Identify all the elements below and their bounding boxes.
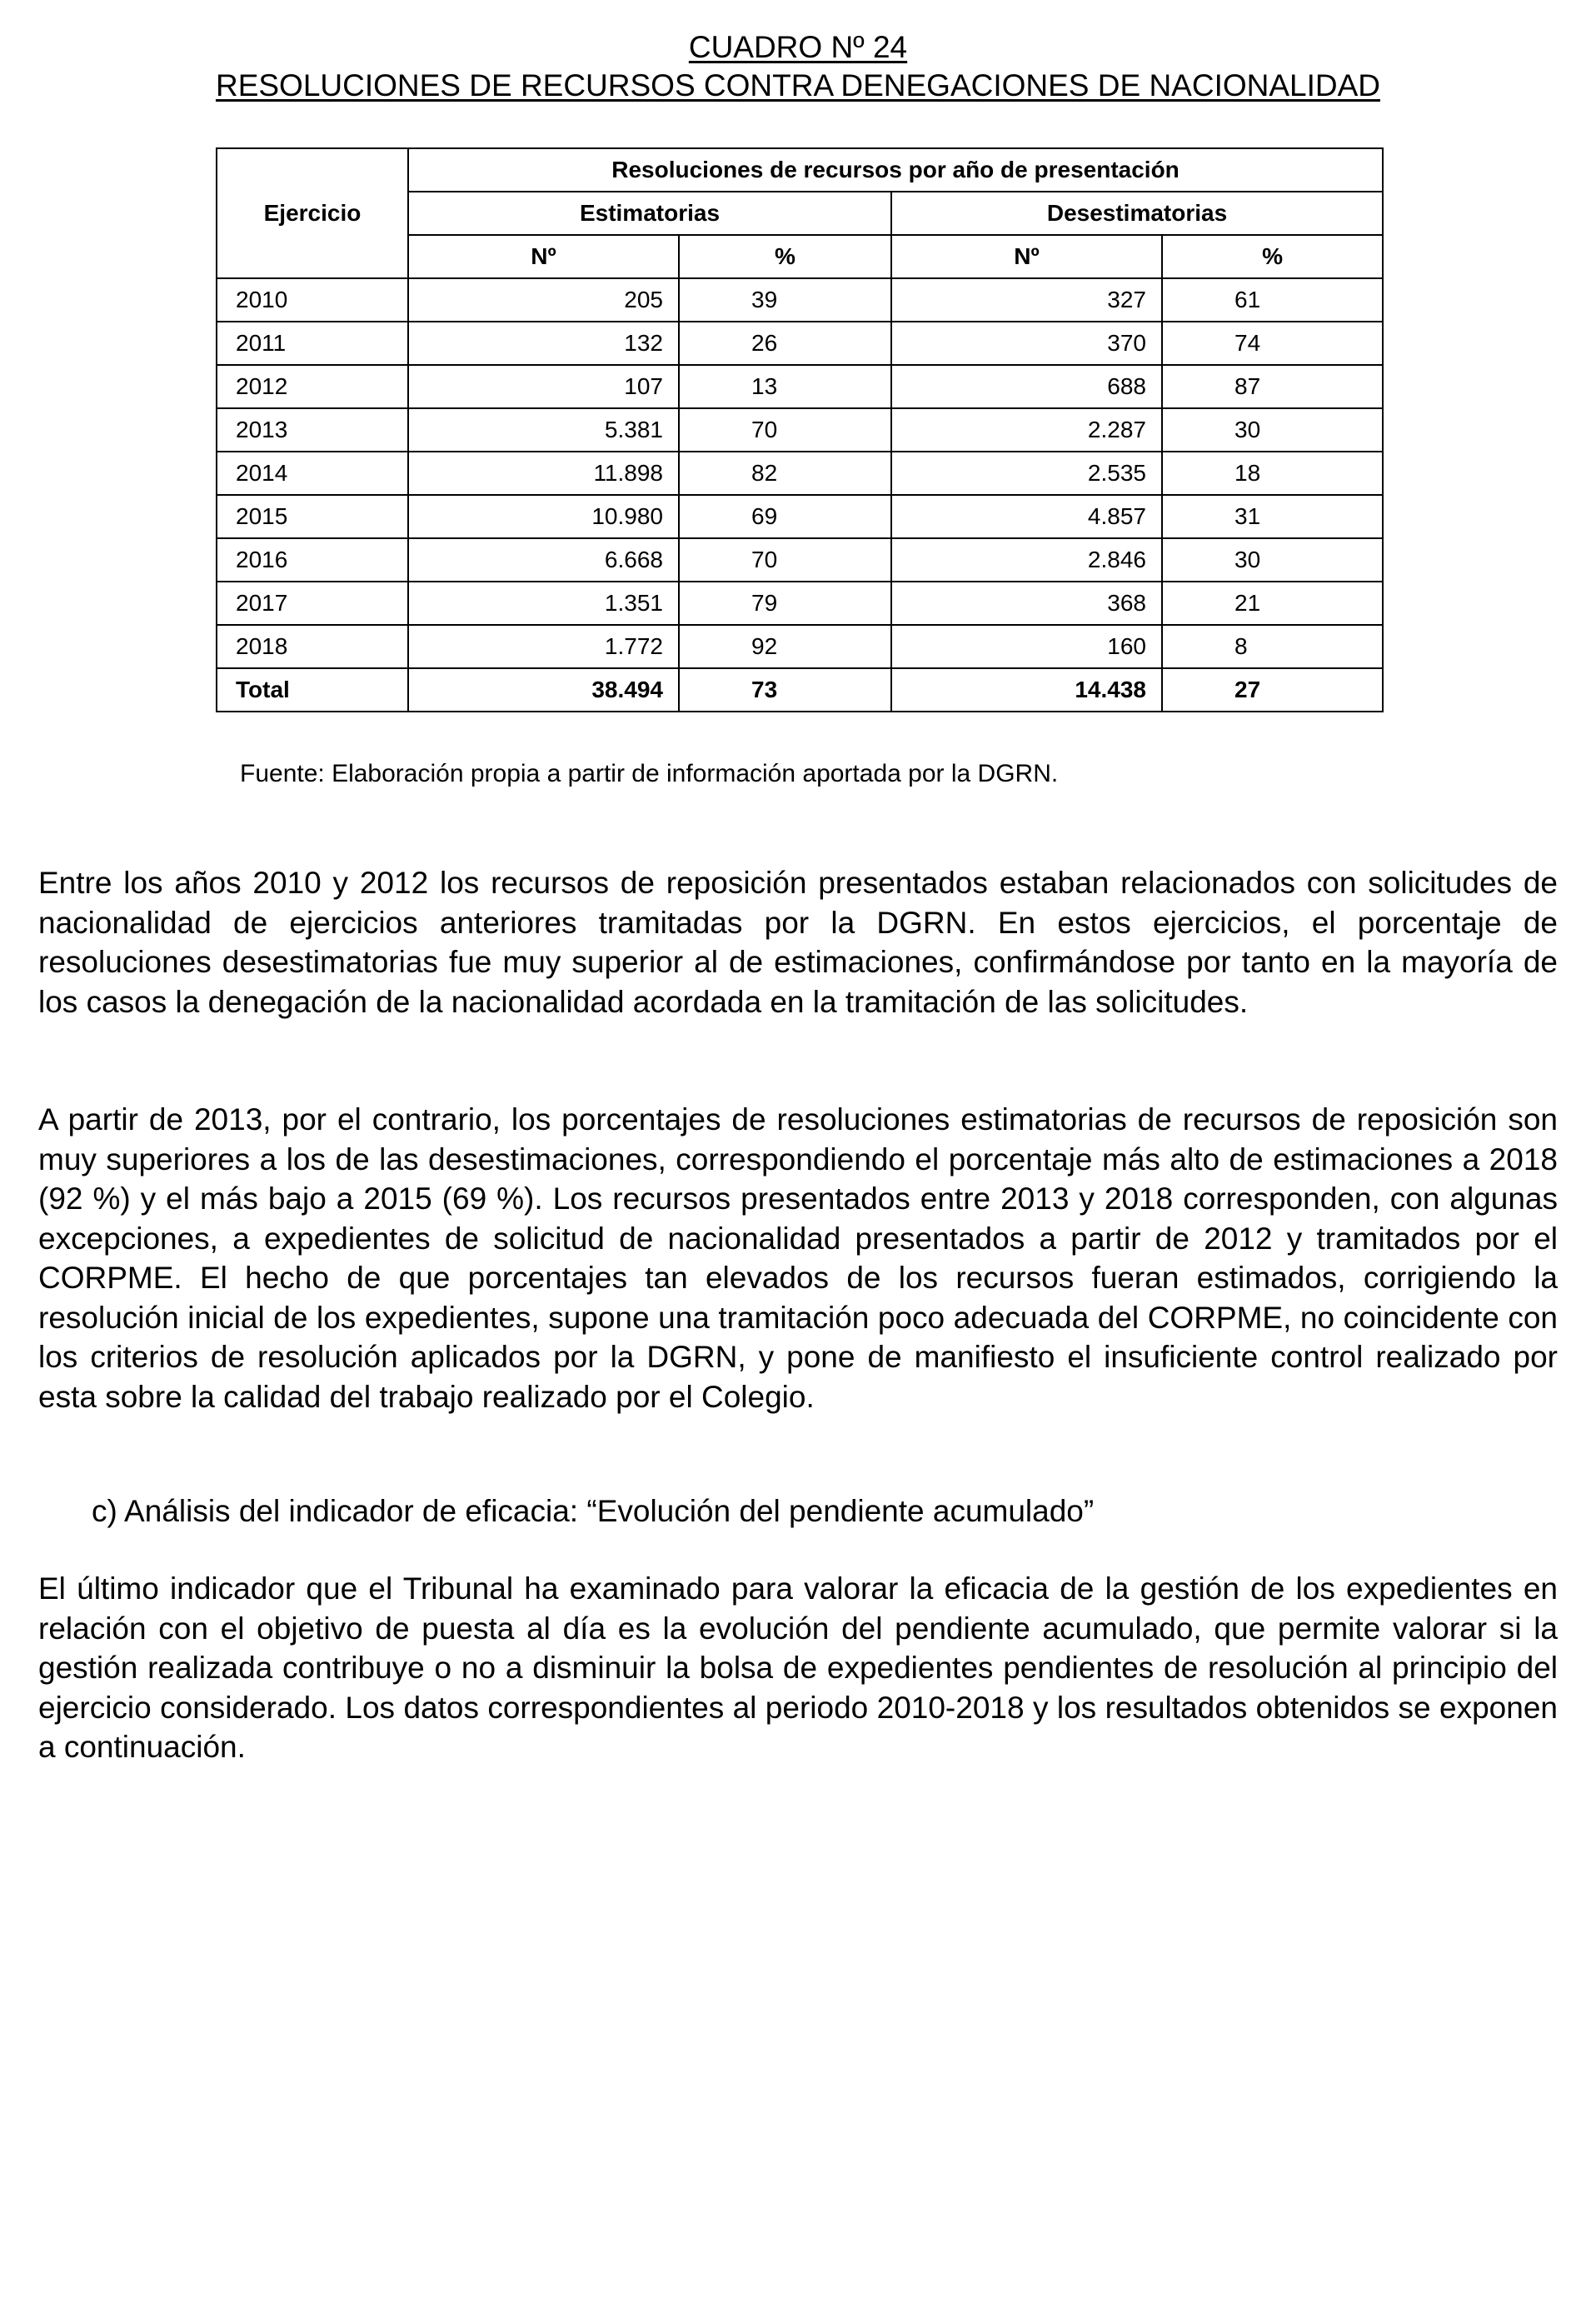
cell-des-pct: 87 [1162,365,1383,408]
table-row [217,582,1383,625]
cell-est-pct: 82 [679,452,891,495]
cell-des-num: 4.857 [891,495,1162,538]
cell-des-num: 160 [891,625,1162,668]
cell-total-des-num: 14.438 [891,668,1162,712]
cell-est-num: 205 [408,278,679,322]
table-source-note: Fuente: Elaboración propia a partir de información aportada por la DGRN. [240,760,1059,787]
cell-year: 2017 [217,582,408,625]
cell-des-num: 368 [891,582,1162,625]
cell-des-pct: 30 [1162,538,1383,582]
cell-year: 2016 [217,538,408,582]
header-est-pct: % [679,235,891,278]
cell-des-pct: 30 [1162,408,1383,452]
table-row [217,625,1383,668]
cell-year: 2012 [217,365,408,408]
cell-des-num: 327 [891,278,1162,322]
resoluciones-table [216,147,1384,712]
cell-est-num: 10.980 [408,495,679,538]
header-ejercicio: Ejercicio [217,148,408,278]
cell-est-pct: 13 [679,365,891,408]
cell-year: 2011 [217,322,408,365]
cell-des-pct: 21 [1162,582,1383,625]
table-row [217,278,1383,322]
title-line-1: CUADRO Nº 24 [688,30,908,64]
cell-est-pct: 70 [679,408,891,452]
table-row [217,538,1383,582]
cell-est-num: 5.381 [408,408,679,452]
cell-est-pct: 92 [679,625,891,668]
cell-des-pct: 74 [1162,322,1383,365]
table-row [217,495,1383,538]
cell-total-est-num: 38.494 [408,668,679,712]
title-line-2: RESOLUCIONES DE RECURSOS CONTRA DENEGACIONES DE NACIONALIDAD [215,68,1381,102]
cell-est-num: 11.898 [408,452,679,495]
cell-year: 2018 [217,625,408,668]
cell-des-num: 2.846 [891,538,1162,582]
cell-year: 2014 [217,452,408,495]
cell-total-est-pct: 73 [679,668,891,712]
header-group: Resoluciones de recursos por año de presentación [408,148,1383,192]
cell-total-label: Total [217,668,408,712]
cell-est-num: 107 [408,365,679,408]
table-row [217,322,1383,365]
paragraph-1: Entre los años 2010 y 2012 los recursos de reposición presentados estaban relacionados con solicitudes de nacionalidad de ejercicios anteriores tramitadas por la DGRN. En estos ejercicios, el porcentaje de resoluciones desestimatorias fue muy superior al de estimaciones, confirmándose por tanto en la mayoría de los casos la denegación de la nacionalidad acordada en la tramitación de las solicitudes. [38,866,1558,1019]
cell-est-pct: 70 [679,538,891,582]
cell-des-pct: 18 [1162,452,1383,495]
cell-est-pct: 26 [679,322,891,365]
cell-des-num: 370 [891,322,1162,365]
cell-des-pct: 31 [1162,495,1383,538]
paragraph-2: A partir de 2013, por el contrario, los porcentajes de resoluciones estimatorias de recursos de reposición son muy superiores a los de las desestimaciones, correspondiendo el porcentaje más alto de estimaciones a 2018 (92 %) y el más bajo a 2015 (69 %). Los recursos presentados entre 2013 y 2018 corresponden, con algunas excepciones, a expedientes de solicitud de nacionalidad presentados a partir de 2012 y tramitados por el CORPME. El hecho de que porcentajes tan elevados de los recursos fueran estimados, corrigiendo la resolución inicial de los expedientes, supone una tramitación poco adecuada del CORPME, no coincidente con los criterios de resolución aplicados por la DGRN, y pone de manifiesto el insuficiente control realizado por esta sobre la calidad del trabajo realizado por el Colegio. [38,1102,1558,1414]
cell-des-num: 688 [891,365,1162,408]
cell-est-num: 6.668 [408,538,679,582]
header-des-num: Nº [891,235,1162,278]
table-total-row [217,668,1383,712]
cell-des-pct: 61 [1162,278,1383,322]
table-row [217,452,1383,495]
cell-year: 2013 [217,408,408,452]
cell-est-num: 1.351 [408,582,679,625]
cell-year: 2015 [217,495,408,538]
cell-est-pct: 69 [679,495,891,538]
cell-des-num: 2.535 [891,452,1162,495]
section-heading-c: c) Análisis del indicador de eficacia: “Evolución del pendiente acumulado” [92,1494,1095,1528]
cell-est-pct: 39 [679,278,891,322]
cell-des-pct: 8 [1162,625,1383,668]
cell-year: 2010 [217,278,408,322]
header-desestimatorias: Desestimatorias [891,192,1383,235]
table-title [0,28,1596,105]
header-estimatorias: Estimatorias [408,192,891,235]
cell-total-des-pct: 27 [1162,668,1383,712]
table-row [217,365,1383,408]
header-des-pct: % [1162,235,1383,278]
table-row [217,408,1383,452]
cell-est-pct: 79 [679,582,891,625]
header-est-num: Nº [408,235,679,278]
header-row-1 [217,148,1383,192]
cell-est-num: 1.772 [408,625,679,668]
cell-des-num: 2.287 [891,408,1162,452]
cell-est-num: 132 [408,322,679,365]
paragraph-4: El último indicador que el Tribunal ha examinado para valorar la eficacia de la gestión de los expedientes en relación con el objetivo de puesta al día es la evolución del pendiente acumulado, que permite valorar si la gestión realizada contribuye o no a disminuir la bolsa de expedientes pendientes de resolución al principio del ejercicio considerado. Los datos correspondientes al periodo 2010-2018 y los resultados obtenidos se exponen a continuación. [38,1571,1558,1764]
